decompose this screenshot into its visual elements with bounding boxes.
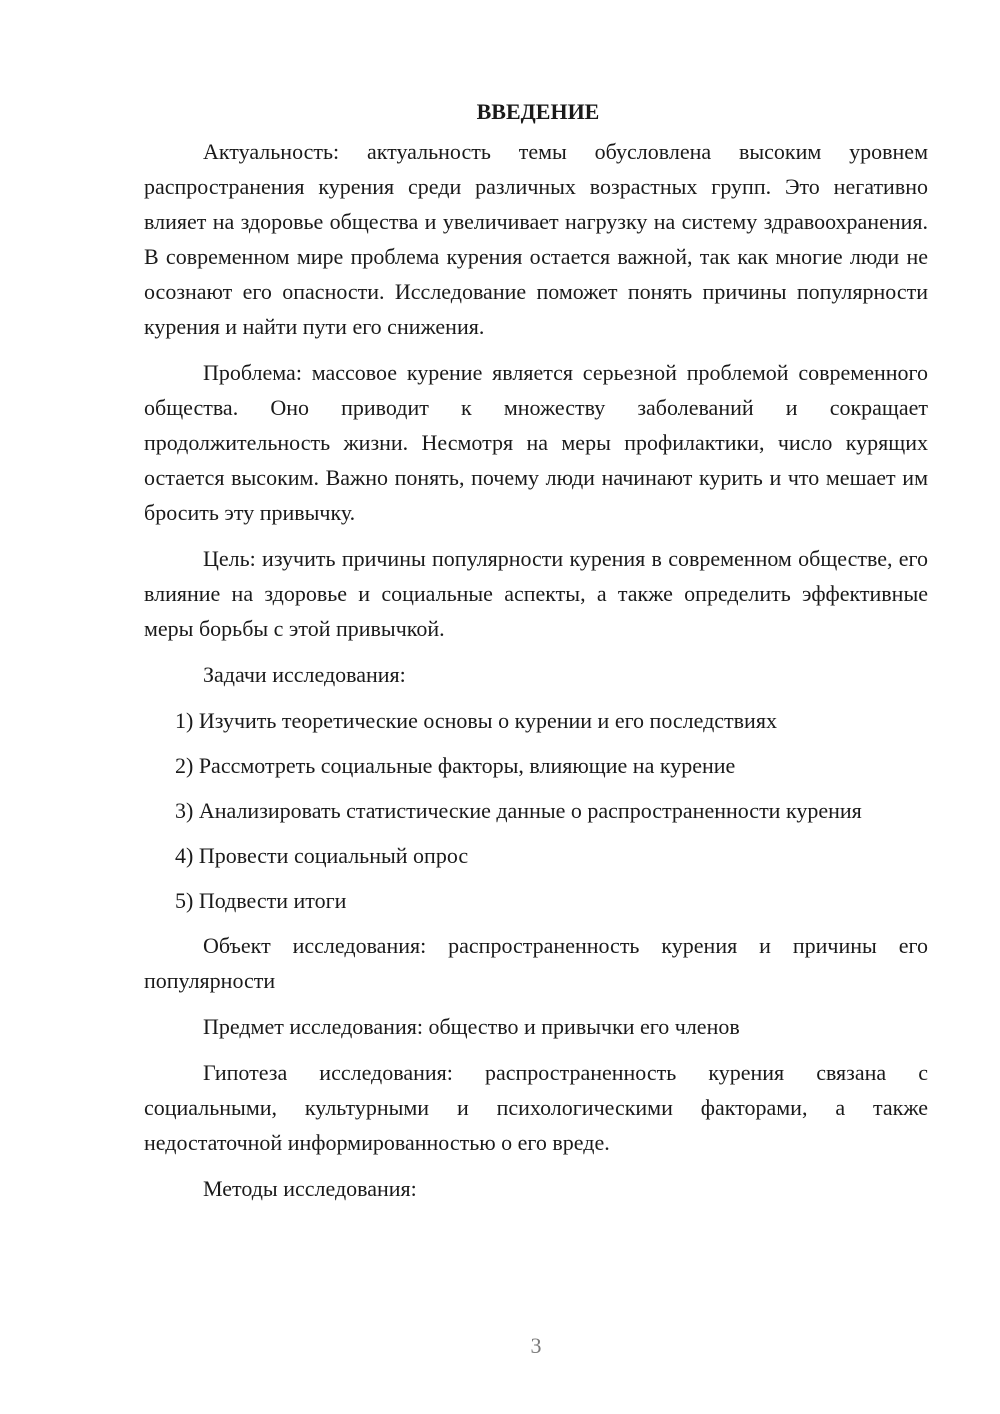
goal-paragraph: Цель: изучить причины популярности курения в современном обществе, его влияние на здоровье и социальные аспекты, а также определить эффективные меры борьбы с этой привычкой. bbox=[144, 546, 928, 641]
tasks-list bbox=[144, 703, 928, 918]
list-item: 4) Провести социальный опрос bbox=[175, 843, 469, 868]
hypothesis-paragraph: Гипотеза исследования: распространенность курения связана с социальными, культурными и психологическими факторами, а также недостаточной информированностью о его вреде. bbox=[144, 1060, 928, 1155]
tasks-heading: Задачи исследования: bbox=[203, 662, 406, 687]
page-title: ВВЕДЕНИЕ bbox=[476, 99, 600, 124]
problem-paragraph: Проблема: массовое курение является серьезной проблемой современного общества. Оно приводит к множеству заболеваний и сокращает продолжительность жизни. Несмотря на меры профилактики, число курящих остается высоким. Важно понять, почему люди начинают курить и что мешает им бросить эту привычку. bbox=[144, 360, 928, 525]
list-item: 5) Подвести итоги bbox=[175, 888, 347, 913]
list-item: 3) Анализировать статистические данные о распространенности курения bbox=[175, 798, 862, 823]
object-paragraph: Объект исследования: распространенность курения и причины его популярности bbox=[144, 933, 928, 993]
subject-paragraph: Предмет исследования: общество и привычки его членов bbox=[203, 1014, 740, 1039]
list-item: 1) Изучить теоретические основы о курении и его последствиях bbox=[175, 708, 777, 733]
document-page bbox=[144, 90, 928, 1217]
list-item: 2) Рассмотреть социальные факторы, влияющие на курение bbox=[175, 753, 736, 778]
page-number: 3 bbox=[530, 1333, 542, 1358]
relevance-paragraph: Актуальность: актуальность темы обусловлена высоким уровнем распространения курения среди различных возрастных групп. Это негативно влияет на здоровье общества и увеличивает нагрузку на систему здравоохранения. В современном мире проблема курения остается важной, так как многие люди не осознают его опасности. Исследование поможет понять причины популярности курения и найти пути его снижения. bbox=[144, 139, 928, 339]
methods-heading: Методы исследования: bbox=[203, 1176, 417, 1201]
